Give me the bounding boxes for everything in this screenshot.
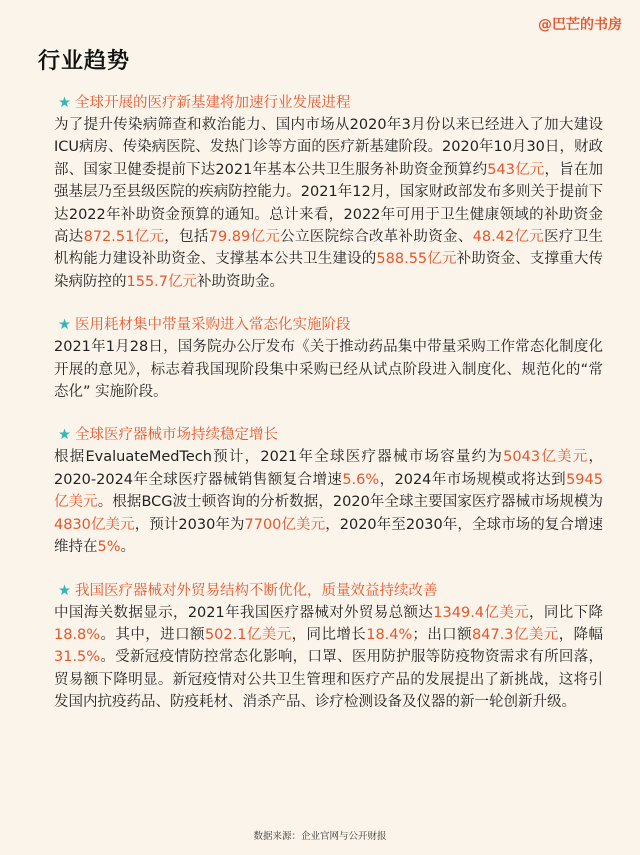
body-text: 公立医院综合改革补助资金、 xyxy=(280,229,473,246)
body-text: 为了提升传染病筛查和救治能力、国内市场从2020年3月份以来已经进入了加大建设ICU病房、传染病医院、发热门诊等方面的医疗新基建阶段。2020年10月30日，财政部、国家卫健委提前下达2021年基本公共卫生服务补助资金预算约 xyxy=(54,117,603,178)
highlight-figure: 502.1亿美元 xyxy=(204,626,292,643)
highlight-figure: 1349.4亿美元 xyxy=(433,604,530,621)
section-heading xyxy=(58,314,603,336)
highlight-figure: 5.6% xyxy=(342,471,380,488)
section xyxy=(54,92,604,293)
highlight-figure: 31.5% xyxy=(54,649,101,666)
source-footer: 数据来源：企业官网与公开财报 xyxy=(253,831,387,842)
body-text: ，同比下降 xyxy=(529,604,603,621)
highlight-figure: 847.3亿美元 xyxy=(472,626,559,643)
highlight-figure: 7700亿美元 xyxy=(244,516,326,533)
body-text: ，预计2030年为 xyxy=(134,516,245,533)
watermark: @巴芒的书房 xyxy=(538,17,622,33)
body-text: 。受新冠疫情防控常态化影响，口罩、医用防护服等防疫物资需求有所回落，贸易额下降明显。新冠疫情对公共卫生管理和医疗产品的发展提出了新挑战，这将引发国内抗疫药品、防疫耗材、消杀产品、诊疗检测设备及仪器的新一轮创新升级。 xyxy=(54,649,603,711)
body-text: 根据EvaluateMedTech预计，2021年全球医疗器械市场容量约为 xyxy=(54,449,504,466)
highlight-figure: 588.55亿元 xyxy=(376,251,457,268)
body-text: ，2020年至2030年，全球市场的复合增速维持在 xyxy=(54,516,604,556)
highlight-figure: 543亿元 xyxy=(487,161,545,178)
body-text: 。其中，进口额 xyxy=(100,626,205,643)
highlight-figure: 5945亿美元 xyxy=(54,471,603,511)
section-heading-text: 医用耗材集中带量采购进入常态化实施阶段 xyxy=(75,317,351,334)
highlight-figure: 4830亿美元 xyxy=(54,516,135,533)
page-title: 行业趋势 xyxy=(38,49,131,74)
body-text: ，降幅 xyxy=(558,626,604,643)
content xyxy=(54,92,604,735)
section-heading xyxy=(58,580,603,602)
highlight-figure: 48.42亿元 xyxy=(472,229,545,246)
body-text: 。根据BCG波士顿咨询的分析数据，2020年全球主要国家医疗器械市场规模为 xyxy=(97,494,604,511)
star-icon: ★ xyxy=(58,95,71,111)
section xyxy=(54,580,604,714)
body-text: ，同比增长 xyxy=(291,626,367,643)
section-heading-text: 全球医疗器械市场持续稳定增长 xyxy=(75,427,278,444)
section xyxy=(54,424,604,558)
body-text: 2021年1月28日，国务院办公厅发布《关于推动药品集中带量采购工作常态化制度化开展的意见》，标志着我国现阶段集中采购已经从试点阶段进入制度化、规范化的“常态化” 实施阶段。 xyxy=(54,339,603,401)
highlight-figure: 79.89亿元 xyxy=(208,229,281,246)
star-icon: ★ xyxy=(58,427,71,444)
section xyxy=(54,314,603,403)
body-text: 医疗卫生机构能力建设补助资金、支撑基本公共卫生建设的 xyxy=(54,229,604,268)
highlight-figure: 5043亿美元 xyxy=(503,449,589,466)
body-text: ，2024年市场规模或将达到 xyxy=(379,471,567,488)
section-heading xyxy=(58,92,603,114)
body-text: ，旨在加强基层乃至县级医院的疾病防控能力。2021年12月，国家财政部发布多则关于提前下达2022年补助资金预算的通知。总计来看，2022年可用于卫生健康领域的补助资金高达 xyxy=(54,161,603,246)
section-heading-text: 全球开展的医疗新基建将加速行业发展进程 xyxy=(75,95,351,111)
star-icon: ★ xyxy=(58,582,71,599)
body-text: ；出口额 xyxy=(412,626,472,643)
body-text: 中国海关数据显示，2021年我国医疗器械对外贸易总额达 xyxy=(54,604,434,621)
star-icon: ★ xyxy=(58,317,71,334)
section-body xyxy=(54,446,603,558)
section-body xyxy=(54,602,603,714)
section-heading-text: 我国医疗器械对外贸易结构不断优化，质量效益持续改善 xyxy=(75,582,438,599)
body-text: 补助资助金。 xyxy=(197,273,285,290)
section-heading xyxy=(58,424,603,446)
section-body xyxy=(54,114,603,293)
highlight-figure: 18.4% xyxy=(366,626,413,643)
highlight-figure: 5% xyxy=(97,539,121,556)
body-text: ，2020-2024年全球医疗器械销售额复合增速 xyxy=(54,449,603,488)
highlight-figure: 18.8% xyxy=(54,626,101,643)
body-text: ，包括 xyxy=(164,229,209,246)
body-text: 补助资金、支撑重大传染病防控的 xyxy=(54,251,603,290)
body-text: 。 xyxy=(120,539,136,556)
highlight-figure: 872.51亿元 xyxy=(83,229,165,246)
section-body xyxy=(54,336,603,403)
highlight-figure: 155.7亿元 xyxy=(126,273,198,290)
